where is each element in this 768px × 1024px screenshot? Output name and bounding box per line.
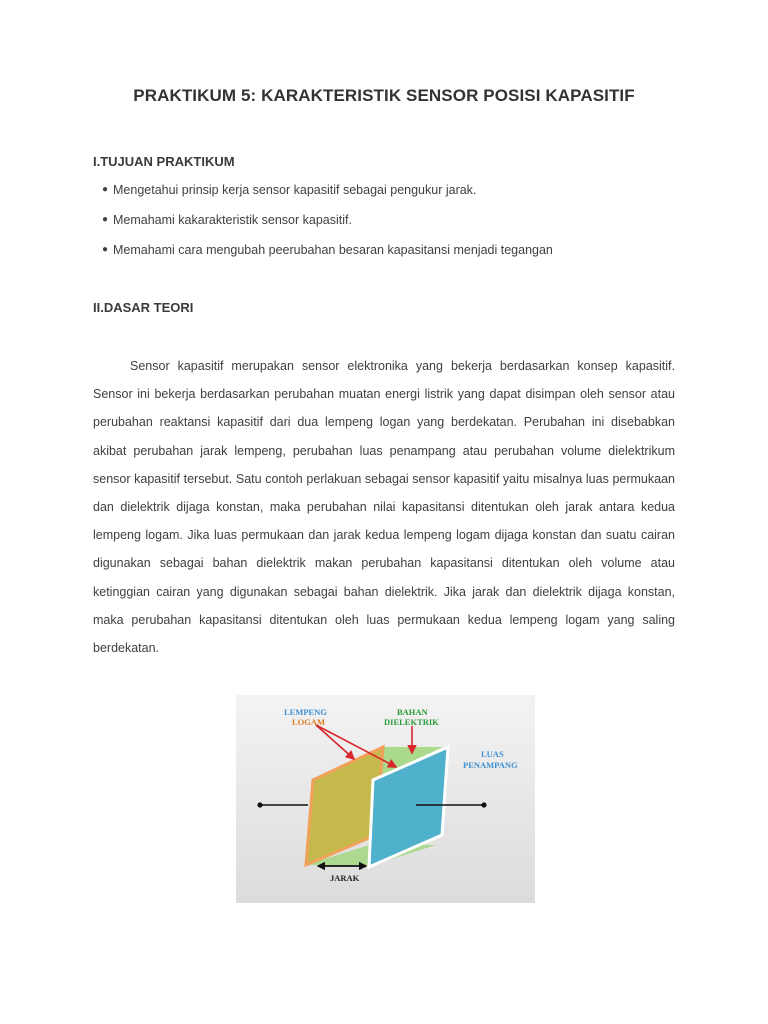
list-item-text: Memahami kakarakteristik sensor kapasitif. [113, 213, 352, 227]
section-heading-tujuan: I.TUJUAN PRAKTIKUM [93, 154, 235, 169]
section-heading-dasar-teori: II.DASAR TEORI [93, 300, 194, 315]
label-luas: LUAS [481, 749, 504, 759]
objectives-list [102, 183, 553, 273]
list-item-text: Mengetahui prinsip kerja sensor kapasitif sebagai pengukur jarak. [113, 183, 477, 197]
list-item [102, 183, 553, 213]
left-terminal [257, 802, 262, 807]
label-dielektrik: DIELEKTRIK [384, 717, 439, 727]
list-item [102, 243, 553, 273]
label-logam: LOGAM [292, 717, 326, 727]
bullet-icon: ● [102, 184, 109, 195]
page-title: PRAKTIKUM 5: KARAKTERISTIK SENSOR POSISI KAPASITIF [133, 86, 635, 105]
bullet-icon: ● [102, 244, 109, 255]
capacitor-diagram [236, 695, 535, 903]
bullet-icon: ● [102, 214, 109, 225]
right-terminal [481, 802, 486, 807]
label-jarak: JARAK [330, 873, 360, 883]
label-penampang: PENAMPANG [463, 760, 518, 770]
list-item [102, 213, 553, 243]
capacitor-diagram-svg [236, 695, 535, 903]
label-bahan: BAHAN [397, 707, 428, 717]
label-lempeng: LEMPENG [284, 707, 327, 717]
list-item-text: Memahami cara mengubah peerubahan besaran kapasitansi menjadi tegangan [113, 243, 553, 257]
theory-paragraph: Sensor kapasitif merupakan sensor elektronika yang bekerja berdasarkan konsep kapasitif. Sensor ini bekerja berdasarkan perubahan muatan energi listrik yang dapat disimpan oleh sensor atau perubahan reaktansi kapasitif dari dua lempeng logan yang berdekatan. Perubahan ini disebabkan akibat perubahan jarak lempeng, perubahan luas penampang atau perubahan volume dielektrikum sensor kapasitif tersebut. Satu contoh perlakuan sebagai sensor kapasitif yaitu misalnya luas permukaan dan dielektrik dijaga konstan, maka perubahan nilai kapasitansi ditentukan oleh jarak antara kedua lempeng logam. Jika luas permukaan dan jarak kedua lempeng logam dijaga konstan dan suatu cairan digunakan sebagai bahan dielektrik makan perubahan kapasitansi ditentukan oleh volume atau ketinggian cairan yang digunakan sebagai bahan dielektrik. Jika jarak dan dielektrik dijaga konstan, maka perubahan kapasitansi ditentukan oleh luas permukaan kedua lempeng logam yang saling berdekatan. [93, 359, 675, 656]
